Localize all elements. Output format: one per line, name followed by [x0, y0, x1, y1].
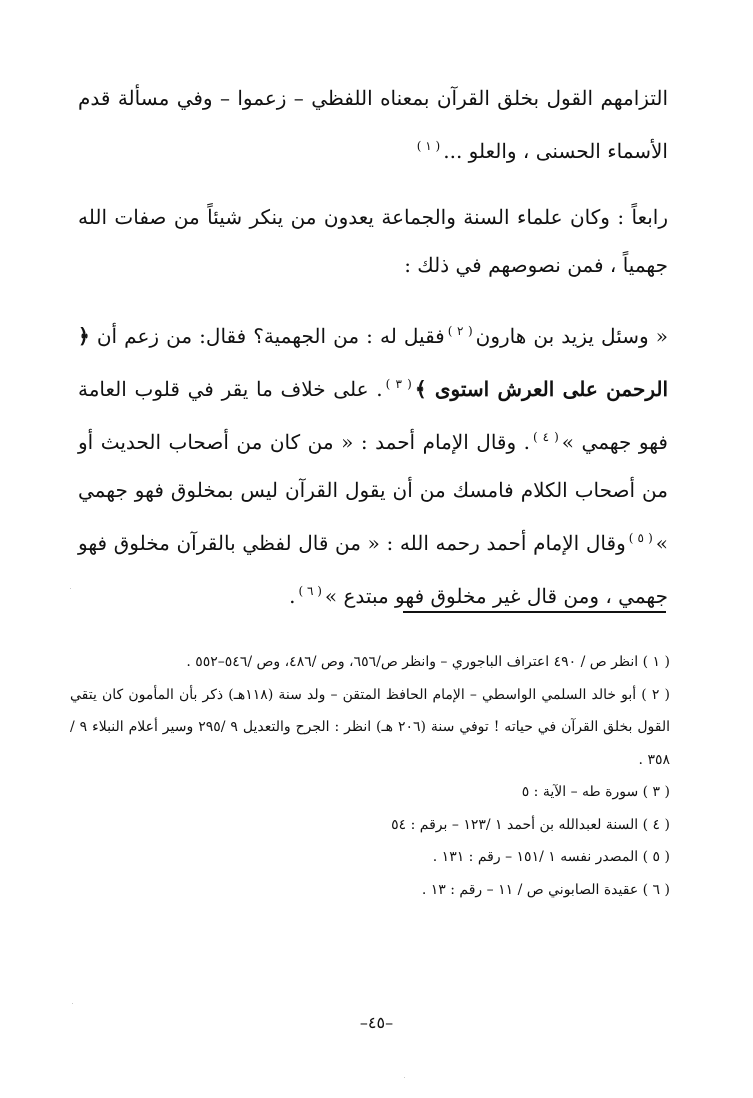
scan-speck: [404, 1077, 405, 1078]
paragraph-3-part-f: .: [289, 584, 296, 608]
scan-speck: [72, 1003, 73, 1004]
footnotes: [70, 646, 670, 906]
paragraph-3: [78, 307, 668, 620]
main-text: [78, 74, 668, 620]
footnote-5: ( ٥ ) المصدر نفسه ١ /١٥١ – رقم : ١٣١ .: [432, 849, 670, 865]
footnote-4: ( ٤ ) السنة لعبدالله بن أحمد ١ /١٢٣ – برقم : ٥٤: [391, 816, 670, 833]
footnote-ref-3: ( ٣ ): [385, 377, 412, 391]
paragraph-1-text: التزامهم القول بخلق القرآن بمعناه اللفظي – زعموا – وفي مسألة قدم الأسماء الحسنى ، والعلو ...: [78, 86, 668, 163]
footnote-ref-2: ( ٢ ): [447, 324, 473, 338]
paragraph-2: [78, 193, 668, 289]
footnote-1: ( ١ ) انظر ص / ٤٩٠ اعتراف الباجوري – وانظر ص/٦٥٦، وص /٤٨٦، وص /٥٤٦–٥٥٢ .: [186, 654, 670, 670]
footnote-ref-1: ( ١ ): [416, 139, 441, 153]
footnote-6: ( ٦ ) عقيدة الصابوني ص / ١١ – رقم : ١٣ .: [421, 881, 670, 898]
paragraph-2-text: رابعاً : وكان علماء السنة والجماعة يعدون من ينكر شيئاً من صفات الله جهمياً ، فمن نصوصهم في ذلك :: [78, 205, 668, 277]
footnote-ref-4: ( ٤ ): [533, 430, 559, 444]
quran-verse: ﴿ الرحمن على العرش استوى ﴾: [78, 324, 669, 401]
paragraph-3-part-e: وقال الإمام أحمد رحمه الله : « من قال لفظي بالقرآن مخلوق فهو جهمي ، ومن قال غير مخلوق فهو مبتدع »: [78, 531, 668, 608]
paragraph-3-part-d: . وقال الإمام أحمد : « من كان من أصحاب الحديث أو من أصحاب الكلام فامسك من أن يقول القرآن ليس بمخلوق فهو جهمي »: [78, 430, 668, 555]
footnote-separator: [403, 611, 666, 613]
paragraph-3-part-b: فقيل له : من الجهمية؟ فقال: من زعم أن: [96, 324, 445, 348]
footnote-2: ( ٢ ) أبو خالد السلمي الواسطي – الإمام الحافظ المتقن – ولد سنة (١١٨هـ) ذكر بأن المأمون كان يتقي القول بخلق القرآن في حياته ! توفي سنة (٢٠٦ هـ) انظر : الجرح والتعديل ٩ /٢٩٥ وسير أعلام النبلاء ٩ /٣٥٨ .: [70, 686, 670, 768]
footnote-3: ( ٣ ) سورة طه – الآية : ٥: [521, 784, 670, 800]
paragraph-1: [78, 74, 668, 175]
page-number: –٤٥–: [359, 1013, 394, 1032]
paragraph-3-part-a: « وسئل يزيد بن هارون: [475, 324, 668, 348]
paragraph-3-part-c: . على خلاف ما يقر في قلوب العامة فهو جهمي »: [78, 377, 668, 454]
footnote-ref-6: ( ٦ ): [298, 584, 322, 598]
scan-speck: [70, 588, 71, 589]
footnote-ref-5: ( ٥ ): [628, 531, 653, 545]
